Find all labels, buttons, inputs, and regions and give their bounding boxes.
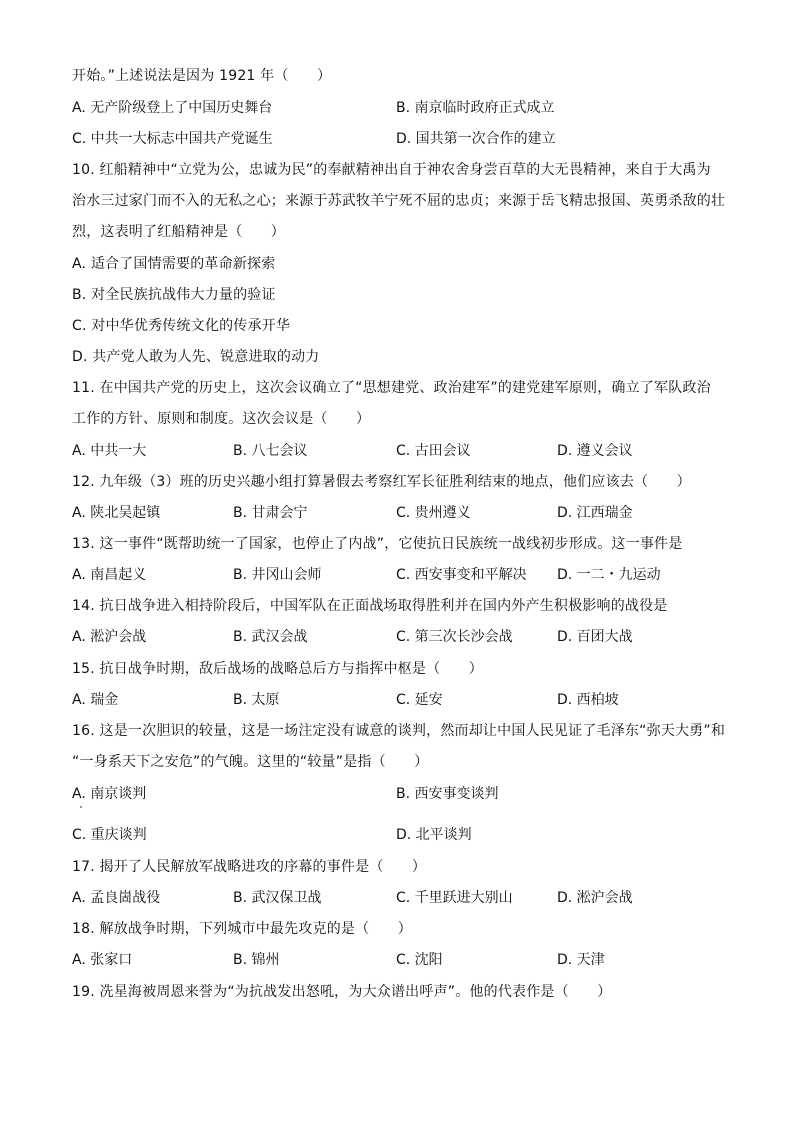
q13-option-d: D. 一二・九运动 [557,567,661,583]
q13-option-a: A. 南昌起义 [72,567,147,583]
q14-option-c: C. 第三次长沙会战 [396,629,513,645]
q10-option-d: D. 共产党人敢为人先、锐意进取的动力 [72,349,320,365]
q13-option-c: C. 西安事变和平解决 [396,567,527,583]
q15-option-c: C. 延安 [396,692,443,708]
question-18: 18. 解放战争时期，下列城市中最先攻克的是（ ） [72,921,412,937]
q17-option-b: B. 武汉保卫战 [233,890,322,906]
q16-option-d: D. 北平谈判 [396,827,472,843]
stray-dot [80,806,82,808]
question-16-line-1: 16. 这是一次胆识的较量，这是一场注定没有诚意的谈判，然而却让中国人民见证了毛泽东“弥天大勇”和 [72,723,726,739]
question-10-line-1: 10. 红船精神中“立党为公，忠诚为民”的奉献精神出自于神农舍身尝百草的大无畏精神，来自于大禹为 [72,162,711,178]
question-16-line-2: “一身系天下之安危”的气魄。这里的“较量”是指（ ） [72,754,429,770]
q12-option-a: A. 陕北吴起镇 [72,505,161,521]
question-14: 14. 抗日战争进入相持阶段后，中国军队在正面战场取得胜利并在国内外产生积极影响的战役是 [72,598,668,614]
question-12: 12. 九年级（3）班的历史兴趣小组打算暑假去考察红军长征胜利结束的地点，他们应该去（ ） [72,474,691,490]
q18-option-b: B. 锦州 [233,952,280,968]
q15-option-a: A. 瑞金 [72,692,119,708]
q17-option-d: D. 淞沪会战 [557,890,633,906]
question-9-stem-end: 开始。”上述说法是因为 1921 年（ ） [72,68,332,84]
q14-option-a: A. 淞沪会战 [72,629,147,645]
q11-option-c: C. 古田会议 [396,443,471,459]
q12-option-b: B. 甘肃会宁 [233,505,308,521]
q10-option-c: C. 对中华优秀传统文化的传承开华 [72,318,291,334]
q12-option-d: D. 江西瑞金 [557,505,633,521]
q18-option-c: C. 沈阳 [396,952,443,968]
question-17: 17. 揭开了人民解放军战略进攻的序幕的事件是（ ） [72,859,427,875]
question-13: 13. 这一事件“既帮助统一了国家，也停止了内战”，它使抗日民族统一战线初步形成。这一事件是 [72,536,683,552]
q15-option-b: B. 太原 [233,692,280,708]
q14-option-b: B. 武汉会战 [233,629,308,645]
q16-option-b: B. 西安事变谈判 [396,786,499,802]
q10-option-b: B. 对全民族抗战伟大力量的验证 [72,287,276,303]
q14-option-d: D. 百团大战 [557,629,633,645]
q11-option-a: A. 中共一大 [72,443,147,459]
q17-option-a: A. 孟良崮战役 [72,890,161,906]
q9-option-a: A. 无产阶级登上了中国历史舞台 [72,100,273,116]
q13-option-b: B. 井冈山会师 [233,567,322,583]
q18-option-d: D. 天津 [557,952,605,968]
question-10-line-3: 烈，这表明了红船精神是（ ） [72,224,285,240]
question-11-line-2: 工作的方针、原则和制度。这次会议是（ ） [72,411,371,427]
q17-option-c: C. 千里跃进大别山 [396,890,513,906]
question-10-line-2: 治水三过家门而不入的无私之心；来源于苏武牧羊宁死不屈的忠贞；来源于岳飞精忠报国、英勇杀敌的壮 [72,193,726,209]
question-19: 19. 冼星海被周恩来誉为“为抗战发出怒吼，为大众谱出呼声”。他的代表作是（ ） [72,984,612,1000]
question-15: 15. 抗日战争时期，敌后战场的战略总后方与指挥中枢是（ ） [72,661,483,677]
q9-option-b: B. 南京临时政府正式成立 [396,100,555,116]
q9-option-c: C. 中共一大标志中国共产党诞生 [72,131,273,147]
q18-option-a: A. 张家口 [72,952,133,968]
q16-option-c: C. 重庆谈判 [72,827,147,843]
q12-option-c: C. 贵州遵义 [396,505,471,521]
q11-option-b: B. 八七会议 [233,443,308,459]
q10-option-a: A. 适合了国情需要的革命新探索 [72,256,276,272]
q16-option-a: A. 南京谈判 [72,786,147,802]
q11-option-d: D. 遵义会议 [557,443,633,459]
q9-option-d: D. 国共第一次合作的建立 [396,131,556,147]
q15-option-d: D. 西柏坡 [557,692,619,708]
question-11-line-1: 11. 在中国共产党的历史上，这次会议确立了“思想建党、政治建军”的建党建军原则，确立了军队政治 [72,380,711,396]
